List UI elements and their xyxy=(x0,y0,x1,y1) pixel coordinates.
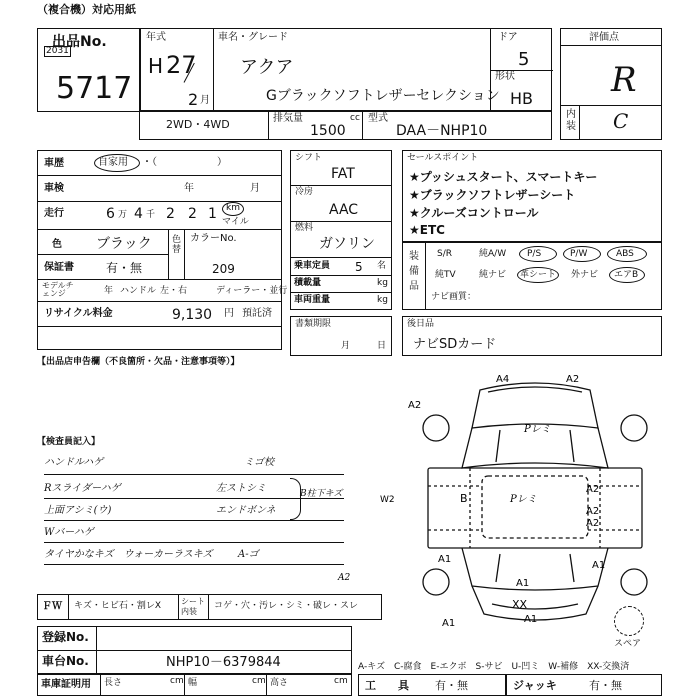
history-label: 車歴 xyxy=(44,158,64,169)
tools-value: 有・無 xyxy=(435,679,468,692)
equip-airbag: エアB xyxy=(614,270,639,280)
color-change-label: 色替 xyxy=(172,235,182,255)
mark-roof-b: B xyxy=(460,492,468,505)
divider xyxy=(38,301,281,302)
year-value: 27 xyxy=(166,51,197,79)
mark-tail: A1 xyxy=(524,614,538,625)
note-line xyxy=(44,474,344,475)
mileage-km: km xyxy=(226,203,240,213)
mark-roof: Pレミ xyxy=(510,494,537,505)
mark-left-front: W2 xyxy=(380,495,395,505)
sales-label: セールスポイント xyxy=(407,153,479,163)
inspector-note: タイヤかなキズ ウォーカーラスキズ xyxy=(44,549,213,560)
sales-block xyxy=(402,150,662,242)
handle-value: 左・右 xyxy=(160,286,188,296)
year-label: 年式 xyxy=(146,32,166,43)
mark-right-b: A2 xyxy=(586,506,600,517)
docs-block xyxy=(290,316,392,356)
door-label: ドア xyxy=(498,32,518,43)
chassis-no: NHP10－6379844 xyxy=(166,655,281,670)
car-name: アクア xyxy=(240,57,294,78)
mileage-d1: 6 xyxy=(106,206,115,222)
color-value: ブラック xyxy=(96,236,152,252)
aircon-value: AAC xyxy=(329,202,359,218)
mark-hood: Pレミ xyxy=(524,424,551,435)
lot-box xyxy=(37,28,141,112)
divider xyxy=(425,243,426,309)
inspector-label: 【検査員記入】 xyxy=(37,437,101,447)
mileage-label: 走行 xyxy=(44,208,64,219)
capacity-unit: 名 xyxy=(377,261,387,271)
divider xyxy=(38,254,168,255)
spare-tire-icon xyxy=(614,606,644,636)
note-bracket xyxy=(290,478,301,520)
chassis-label: 車台No. xyxy=(42,654,89,668)
lot-stamp: 2031 xyxy=(46,46,69,56)
type-label: 型式 xyxy=(368,113,388,124)
drive: 2WD・4WD xyxy=(166,118,230,131)
equip-label: 装備品 xyxy=(409,251,419,292)
divider xyxy=(184,229,185,279)
note-line xyxy=(44,498,344,499)
divider xyxy=(68,595,69,619)
docs-month: 月 xyxy=(341,341,351,351)
month-unit: 月 xyxy=(200,95,210,106)
docs-day: 日 xyxy=(377,341,387,351)
jack-row xyxy=(506,674,662,696)
inspector-note-right: 左ストシミ xyxy=(216,483,266,494)
mark-bottom-left: A1 xyxy=(442,618,456,629)
jack-label: ジャッキ xyxy=(513,679,557,692)
divider xyxy=(579,105,580,139)
dealer-label: ディーラー・並行 xyxy=(216,286,288,296)
divider xyxy=(561,45,661,46)
divider xyxy=(561,105,661,106)
interior-score: C xyxy=(613,109,629,133)
divider xyxy=(184,675,185,695)
mileage-d5: 1 xyxy=(208,206,217,222)
note-line xyxy=(44,564,344,565)
recycle-deposit: 預託済 xyxy=(242,308,272,319)
inspection-month: 月 xyxy=(250,183,260,194)
divider xyxy=(291,257,391,258)
divider xyxy=(291,185,391,186)
recycle-label: リサイクル料金 xyxy=(44,308,113,319)
sales-point: ★プッシュスタート、スマートキー xyxy=(409,170,598,184)
divider xyxy=(38,229,281,230)
weight-label: 車両重量 xyxy=(294,295,331,305)
inspector-note-right: B柱下キズ xyxy=(300,489,343,499)
jack-value: 有・無 xyxy=(589,679,622,692)
note-line xyxy=(44,542,344,543)
displacement-label: 排気量 xyxy=(273,113,303,124)
garage-cert-row xyxy=(37,674,352,696)
mark-left-upper: A2 xyxy=(408,400,422,411)
divider xyxy=(291,292,391,293)
warranty-value: 有・無 xyxy=(106,261,143,275)
inspector-note: Wバーハゲ xyxy=(44,527,94,538)
seat-label: シート内装 xyxy=(181,597,205,616)
equip-navi: 純ナビ xyxy=(479,270,507,280)
mark-rear-bumper: A2 xyxy=(338,573,351,583)
model-label: 車名・グレード xyxy=(218,32,288,43)
score-value: R xyxy=(611,60,637,100)
aftermarket-value: ナビSDカード xyxy=(413,337,497,352)
fuel-value: ガソリン xyxy=(319,236,375,252)
interior-label: 内装 xyxy=(566,109,576,132)
warranty-label: 保証書 xyxy=(44,262,74,273)
recycle-unit: 円 xyxy=(224,308,234,319)
inspection-year: 年 xyxy=(184,183,194,194)
divider xyxy=(38,326,281,327)
vehicle-header xyxy=(139,28,552,112)
damage-legend: A-キズ C-腐食 E-エクボ S-サビ U-凹ミ W-補修 XX-交換済 xyxy=(358,662,630,672)
body-label: 形状 xyxy=(495,71,515,82)
divider xyxy=(38,175,281,176)
mark-rear-xx: XX xyxy=(512,598,528,611)
mileage-mile: マイル xyxy=(222,217,249,227)
color-no-label: カラーNo. xyxy=(190,233,237,244)
equip-tv: 純TV xyxy=(435,270,456,280)
dim-length-unit: cm xyxy=(170,676,184,686)
color-label: 色 xyxy=(52,239,62,250)
equip-ext-navi: 外ナビ xyxy=(571,270,599,280)
mileage-sen: 千 xyxy=(146,210,156,220)
lot-label: 出品No. xyxy=(52,34,107,50)
load-label: 積載量 xyxy=(294,278,322,288)
lot-number: 5717 xyxy=(56,71,133,106)
sales-point: ★クルーズコントロール xyxy=(409,206,539,220)
mark-right-a: A2 xyxy=(586,484,600,495)
dim-width-unit: cm xyxy=(252,676,266,686)
navi-label: ナビ画質： xyxy=(431,292,477,302)
seat-value: コゲ・穴・汚レ・シミ・破レ・スレ xyxy=(214,601,359,611)
divider xyxy=(100,675,101,695)
aircon-label: 冷房 xyxy=(295,187,314,197)
dim-length-label: 長さ xyxy=(104,678,123,688)
info-block xyxy=(37,150,288,350)
equipment-block xyxy=(402,242,662,310)
recycle-fee: 9,130 xyxy=(172,307,213,323)
mileage-man: 万 xyxy=(118,210,128,220)
note-line xyxy=(44,520,344,521)
cert-label: 車庫証明用 xyxy=(41,679,91,690)
equip-ps: P/S xyxy=(527,249,542,259)
model-change-label: モデルチェンジ xyxy=(42,281,74,298)
displacement: 1500 xyxy=(310,123,346,139)
sales-point: ★ブラックソフトレザーシート xyxy=(409,188,576,202)
dim-height-unit: cm xyxy=(334,676,348,686)
equip-pw: P/W xyxy=(570,249,588,259)
color-no: 209 xyxy=(212,262,235,276)
divider xyxy=(178,595,179,619)
divider xyxy=(213,29,214,112)
weight-unit: kg xyxy=(377,295,388,305)
tools-label: 工 具 xyxy=(365,679,409,692)
divider xyxy=(291,221,391,222)
form-type-label: （複合機）対応用紙 xyxy=(37,3,136,16)
registration-block xyxy=(37,626,352,674)
mech-block xyxy=(290,150,392,310)
dim-width-label: 幅 xyxy=(188,678,198,688)
fw-label: ＦＷ xyxy=(42,601,62,612)
cc-unit: cc xyxy=(350,113,360,123)
dim-height-label: 高さ xyxy=(270,678,289,688)
spare-label: スペア xyxy=(614,639,642,649)
divider xyxy=(38,279,281,280)
divider xyxy=(168,229,169,279)
aftermarket-label: 後日品 xyxy=(407,319,435,329)
capacity-label: 乗車定員 xyxy=(294,261,331,271)
handle-label: ハンドル xyxy=(120,286,157,296)
score-label: 評価点 xyxy=(589,32,619,43)
inspector-note-right: ミゴ校 xyxy=(244,457,274,468)
history-value: 自家用 xyxy=(98,157,128,168)
mark-front-left: A4 xyxy=(496,374,510,385)
divider xyxy=(38,650,351,651)
shift-label: シフト xyxy=(295,153,323,163)
shift-value: FAT xyxy=(331,166,355,182)
divider xyxy=(291,275,391,276)
inspector-note-right: A-ゴ xyxy=(238,549,259,560)
inspector-note: Rスライダーハゲ xyxy=(44,483,121,494)
equip-abs: ABS xyxy=(616,249,634,259)
model-code: DAA－NHP10 xyxy=(396,123,488,139)
notes-label: 【出品店申告欄（不良箇所・欠品・注意事項等）】 xyxy=(37,357,240,367)
divider xyxy=(208,595,209,619)
mileage-d2: 4 xyxy=(134,206,143,222)
doors-value: 5 xyxy=(518,49,530,70)
mileage-d3: 2 xyxy=(166,206,175,222)
aftermarket-block xyxy=(402,316,662,356)
fuel-label: 燃料 xyxy=(295,223,314,233)
docs-label: 書類期限 xyxy=(295,319,332,329)
mark-rear-right: A1 xyxy=(592,560,606,571)
mark-rear-left: A1 xyxy=(438,554,452,565)
load-unit: kg xyxy=(377,278,388,288)
fw-value: キズ・ヒビ石・割レX xyxy=(74,601,161,611)
inspection-label: 車検 xyxy=(44,183,64,194)
equip-aw: 純A/W xyxy=(479,249,507,259)
body-shape: HB xyxy=(510,89,534,108)
mark-right-c: A2 xyxy=(586,518,600,529)
history-rest: ・（ ） xyxy=(142,157,227,168)
tools-row xyxy=(358,674,506,696)
fw-row xyxy=(37,594,382,620)
reg-label: 登録No. xyxy=(42,630,89,644)
month-value: 2 xyxy=(188,90,199,109)
divider xyxy=(268,111,269,139)
score-box xyxy=(560,28,662,140)
inspector-note: 上面アシミ(ウ) xyxy=(44,505,112,516)
divider xyxy=(38,201,281,202)
capacity-value: 5 xyxy=(355,260,363,274)
grade: Gブラックソフトレザーセレクション xyxy=(266,88,500,104)
mark-rear-a1: A1 xyxy=(516,578,530,589)
era: H xyxy=(148,54,164,78)
sales-point: ★ETC xyxy=(409,223,445,237)
mileage-d4: 2 xyxy=(188,206,197,222)
divider xyxy=(362,111,363,139)
mark-front-right: A2 xyxy=(566,374,580,385)
equip-sr: S/R xyxy=(437,249,452,259)
inspector-note: ハンドルハゲ xyxy=(44,457,104,468)
divider xyxy=(266,675,267,695)
inspector-note-right: エンドボンネ xyxy=(216,505,276,516)
car-damage-diagram xyxy=(338,368,670,633)
spec-row xyxy=(139,110,552,140)
model-change-year: 年 xyxy=(104,286,114,296)
equip-leather: 革シート xyxy=(520,270,557,280)
